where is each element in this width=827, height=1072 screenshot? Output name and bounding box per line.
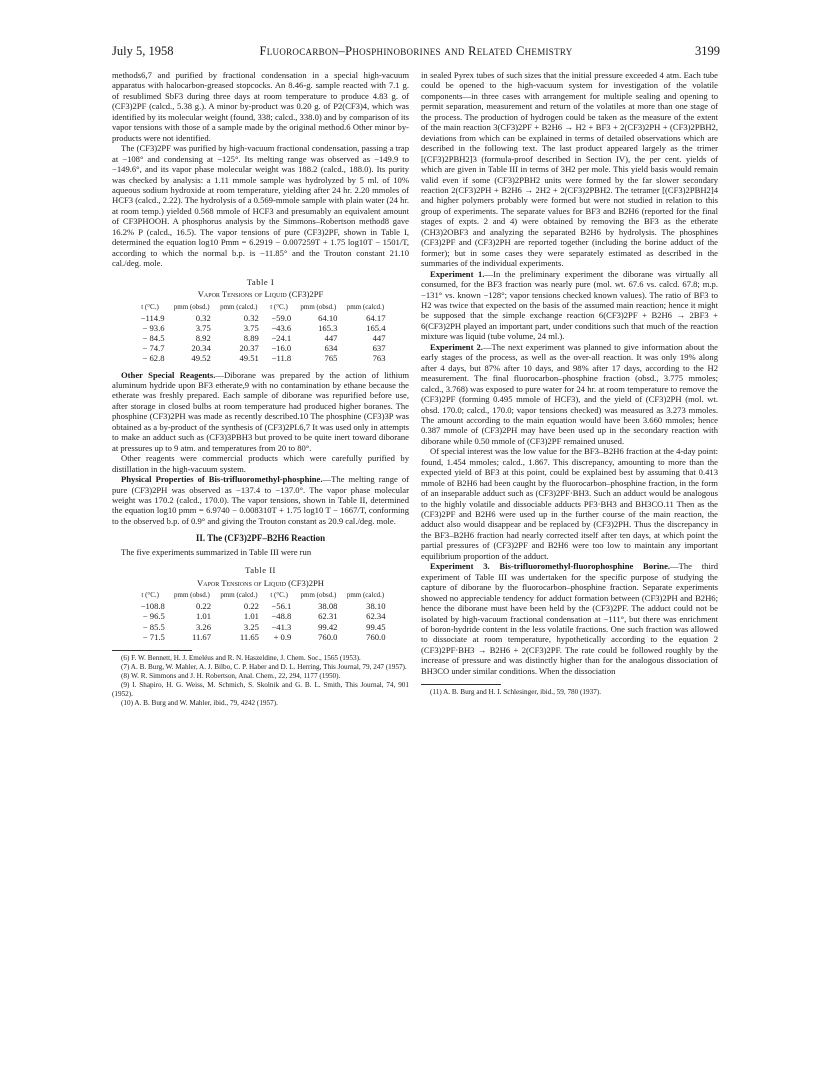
table-row	[132, 333, 390, 343]
paragraph-text: —The third experiment of Table III was undertaken for the specific purpose of studying the capture of diborane by the fluorocarbon–phosphine fraction. Separate experiments showed no appreciable tendency for adduct formation between (CF3)2PH and B2H6; hence the diborane must have been held by the (CF3)2PF. The adduct could not be isolated by high-vacuum fractional condensation at −111°, but there was enrichment of boron-hydride content in the less volatile fractions. One such fraction was allowed to dissociate at room temperature, hypothetically according to the equation 2 (CF3)2PF·BH3 → B2H6 + 2(CF3)2PF. The rate could be followed roughly by the increase of pressure and was distinctly higher than for the analogous dissociation of BH3CO under similar conditions. When the dissociation	[421, 561, 718, 676]
table-2-title: Vapor Tensions of Liquid (CF3)2PH	[197, 577, 324, 588]
table-cell: 99.42	[318, 621, 338, 632]
table-cell: 760.0	[318, 631, 338, 642]
table-cell: 165.4	[366, 322, 386, 333]
table-row	[132, 601, 390, 611]
column-header: t (°C.)	[270, 302, 288, 311]
table-cell: 0.32	[195, 312, 211, 323]
table-cell: 20.37	[239, 343, 259, 354]
table-cell: −11.8	[271, 353, 292, 364]
table-cell: 11.65	[239, 631, 259, 642]
table-cell: 3.26	[195, 621, 211, 632]
column-header: pmm (obsd.)	[300, 591, 337, 600]
table-cell: 49.52	[191, 353, 211, 364]
table-cell: 99.45	[366, 621, 386, 632]
table-row	[132, 611, 390, 621]
paragraph-heading: Other Special Reagents.	[121, 369, 216, 380]
table-cell: − 96.5	[142, 611, 165, 622]
table-cell: 0.32	[243, 312, 259, 323]
footnote: (7) A. B. Burg, W. Mahler, A. J. Bilbo, C. P. Haber and D. L. Herring, This Journal, 79, 247 (1957).	[121, 662, 407, 671]
table-cell: 3.75	[243, 322, 259, 333]
table-cell: − 93.6	[142, 322, 165, 333]
table-cell: −16.0	[271, 343, 292, 354]
table-cell: 8.89	[243, 332, 259, 343]
table-2-caption: Table II	[245, 565, 276, 576]
table-cell: 637	[372, 343, 386, 354]
paragraph: methods6,7 and purified by fractional condensation in a special high-vacuum apparatus with halocarbon-greased stopcocks. An 8.46-g. sample reacted with 7.1 g. of resublimed SbF3 during three days at room temperature to produce 4.83 g. of (CF3)2PF (calcd., 5.38 g.). A minor by-product was 0.20 g. of P2(CF3)4, which was identified by its molecular weight (found, 338; calcd., 338.0) and by comparison of its vapor tensions with those of a sample made by the original method.6 Other minor by-products were not identified.	[112, 70, 409, 143]
paragraph-text: —Diborane was prepared by the action of lithium aluminum hydride upon BF3 etherate,9 with no contamination by ethane because the etherate was freshly prepared. Each sample of diborane was repurified before use, after storage in closed bulbs at room temperature had produced higher boranes. The phosphine (CF3)2PH was made as recently described.10 The phosphine (CF3)3P was obtained as a by-product of the synthesis of (CF3)2PI.6,7 It was used only in attempts to make an adduct such as (CF3)3PBH3 but proved to be quite inert toward diborane at pressures up to 9 atm. and temperatures from 20 to 80°.	[112, 369, 409, 453]
table-header-row	[132, 591, 390, 601]
table-cell: 0.22	[243, 601, 259, 612]
table-cell: −43.6	[271, 322, 292, 333]
table-cell: 760.0	[366, 631, 386, 642]
table-cell: + 0.9	[273, 631, 292, 642]
table-row	[132, 632, 390, 642]
paragraph-heading: Physical Properties of Bis-trifluoromethyl-phosphine.	[121, 474, 323, 485]
table-row	[132, 622, 390, 632]
table-cell: 1.01	[243, 611, 259, 622]
column-header: pmm (obsd.)	[173, 302, 210, 311]
footnote-divider	[112, 650, 192, 651]
paragraph: The (CF3)2PF was purified by high-vacuum fractional condensation, passing a trap at −108° and condensing at −125°. Its melting range was observed as −149.9 to −149.6°, and its vapor phase molecular weight was 188.2 (calcd., 188.0). Its purity was checked by analysis: a 1.11 mmole sample was hydrolyzed by 5 ml. of 10% aqueous sodium hydroxide at room temperature, yielding after 24 hr. 2.20 mmoles of HCF3 (calcd., 2.22). The hydrolysis of a 0.569-mmole sample with plain water (24 hr. at room temp.) yielded 0.568 mmole of HCF3 and presumably an equivalent amount of CF3PHOOH. A phosphorus analysis by the Simmons–Robertson method8 gave 16.2% P (calcd., 16.5). The vapor tensions of pure (CF3)2PF, shown in Table I, determined the equation log10 Pmm = 6.2919 − 0.007259T + 1.75 log10T − 1501/T, according to which the normal b.p. is −11.85° and the Trouton constant 21.10 cal./deg. mole.	[112, 143, 409, 269]
table-cell: −48.8	[271, 611, 292, 622]
column-header: pmm (obsd.)	[300, 302, 337, 311]
paragraph	[421, 342, 718, 447]
section-heading: II. The (CF3)2PF–B2H6 Reaction	[195, 533, 326, 544]
table-cell: 634	[324, 343, 338, 354]
table-cell: 64.17	[366, 312, 386, 323]
left-column	[112, 70, 409, 708]
table-1	[132, 303, 390, 364]
column-header: pmm (calcd.)	[346, 302, 385, 311]
right-column	[421, 70, 718, 697]
table-1-caption: Table I	[246, 276, 275, 287]
table-row	[132, 353, 390, 363]
footnote: (9) I. Shapiro, H. G. Weiss, M. Schmich, S. Skolnik and G. B. L. Smith, This Journal, 74, 901 (1952).	[112, 680, 409, 698]
table-cell: − 62.8	[142, 353, 165, 364]
table-1-title: Vapor Tensions of Liquid (CF3)2PF	[197, 289, 324, 300]
table-cell: 3.25	[243, 621, 259, 632]
table-cell: 765	[324, 353, 338, 364]
paragraph	[421, 269, 718, 342]
table-cell: 38.08	[318, 601, 338, 612]
table-cell: − 84.5	[142, 332, 165, 343]
table-cell: −114.9	[140, 312, 165, 323]
footnote: (11) A. B. Burg and H. I. Schlesinger, ibid., 59, 780 (1937).	[430, 688, 601, 697]
table-cell: 0.22	[195, 601, 211, 612]
column-header: pmm (calcd.)	[346, 591, 385, 600]
paragraph-text: —The next experiment was planned to give information about the early stages of the process, as well as the over-all reaction. It was only 19% along after 4 days, but 87% after 10 days, and 98% after 17 days, according to the H2 measurement. The final fluorocarbon–phosphine fraction (obsd., 3.775 mmoles; calcd., 3.768) was exposed to pure water for 24 hr. at room temperature to remove the (CF3)2PF (forming 0.495 mmole of HCF3), and the yield of (CF3)2PH (mol. wt. obsd. 170.0; calcd., 170.0; vapor tensions checked) was measured as 3.273 mmoles. The amount according to the main equation would have been 3.660 mmoles; hence 0.387 mmole of (CF3)2PH may have been used up in the secondary reaction with diborane while 0.50 mmole of (CF3)2PF remained unused.	[421, 341, 718, 446]
paragraph-heading: Experiment 2.	[430, 341, 483, 352]
paragraph: in sealed Pyrex tubes of such sizes that the initial pressure exceeded 4 atm. Each tube could be opened to the high-vacuum system for investigation of the volatile components—in three cases with arrangement for multiple sealing and opening to permit separation, measurement and return of the volatiles at more than one stage of the process. The production of hydrogen could be taken as the measure of the extent of the main reaction 3(CF3)2PF + B2H6 → H2 + BF3 + 2(CF3)2PH + (CF3)2PBH2, deviations from which can be explained in terms of detailed observations which are described in the following text. The last product appeared largely as the trimer [(CF3)2PBH2]3 (formula-proof described in Section IV), the per cent. yields of which are given in Table III in terms of 3H2 per mole. This yield basis would remain valid even if some (CF3)2PBH2 units were formed by the far slower secondary reaction 2(CF3)2PH + B2H6 → 2H2 + 2(CF3)2PBH2. The tetramer [(CF3)2PBH2]4 and higher polymers probably were formed but were not studied in relation to this group of experiments. The separate values for BF3 and B2H6 (reported for the final stages of expts. 2 and 4) were obtained by removing the BF3 as the etherate (CH3)2OBF3 and analyzing the separated B2H6 by hydrolysis. The phosphines (CF3)2PF and (CF3)2PH are reported together (including the borine adduct of the former); but in some cases they were separately estimated as described in the summaries of the individual experiments.	[421, 70, 718, 269]
paragraph-text: —The melting range of pure (CF3)2PH was observed as −137.4 to −137.0°. The vapor phase molecular weight was 170.2 (calcd., 170.0). The vapor tensions, shown in Table II, determined the equation log10 pmm = 6.9740 − 0.008310T + 1.75 log10 T − 1667/T, conforming to the observed b.p. of 0.9° and giving the Trouton constant as 20.9 cal./deg. mole.	[112, 474, 409, 526]
column-header: t (°C.)	[141, 302, 159, 311]
page-header	[112, 44, 720, 62]
table-cell: 763	[372, 353, 386, 364]
column-header: t (°C.)	[270, 591, 288, 600]
paragraph	[112, 474, 409, 526]
header-date: July 5, 1958	[112, 44, 174, 58]
table-row	[132, 323, 390, 333]
table-cell: 8.92	[195, 332, 211, 343]
table-cell: −41.3	[271, 621, 292, 632]
column-header: pmm (calcd.)	[220, 591, 258, 600]
table-cell: − 74.7	[142, 343, 165, 354]
table-row	[132, 343, 390, 353]
paragraph	[421, 561, 718, 676]
table-header-row	[132, 303, 390, 313]
table-cell: − 71.5	[142, 631, 165, 642]
column-header: pmm (obsd.)	[174, 591, 210, 600]
table-cell: 1.01	[195, 611, 211, 622]
table-cell: 62.31	[318, 611, 338, 622]
column-header: pmm (calcd.)	[220, 302, 258, 311]
footnote: (10) A. B. Burg and W. Mahler, ibid., 79, 4242 (1957).	[121, 698, 278, 707]
table-cell: −24.1	[271, 332, 292, 343]
table-cell: −56.1	[271, 601, 292, 612]
table-cell: 447	[324, 332, 338, 343]
paragraph: Other reagents were commercial products which were carefully purified by distillation in the high-vacuum system.	[112, 453, 409, 474]
footnote: (8) W. R. Simmons and J. H. Robertson, Anal. Chem., 22, 294, 1177 (1950).	[121, 671, 341, 680]
table-cell: − 85.5	[142, 621, 165, 632]
table-cell: 38.10	[366, 601, 386, 612]
table-cell: 3.75	[195, 322, 211, 333]
footnote: (6) F. W. Bennett, H. J. Emeléus and R. N. Haszeldine, J. Chem. Soc., 1565 (1953).	[121, 653, 361, 662]
paragraph-text: —In the preliminary experiment the diborane was virtually all consumed, for the BF3 fraction was nearly pure (mol. wt. 67.6 vs. calcd. 67.8; m.p. −131° vs. known −128°; vapor tensions checked known values). The ratio of BF3 to H2 was twice that expected on the basis of the assumed main reaction; hence it might be supposed that the simple exchange reaction 6(CF3)2PF + B2H6 → 2BF3 + 6(CF3)2PH played an important part, under conditions such that much of the reaction mixture was liquid (tube volume, 24 ml.).	[421, 268, 718, 342]
table-cell: −108.8	[140, 601, 165, 612]
table-cell: 447	[372, 332, 386, 343]
column-header: t (°C.)	[141, 591, 159, 600]
page-number: 3199	[695, 44, 720, 58]
table-cell: 64.10	[318, 312, 338, 323]
paragraph	[112, 370, 409, 454]
table-2	[132, 591, 390, 642]
table-cell: 20.34	[191, 343, 211, 354]
paragraph: Of special interest was the low value for the BF3–B2H6 fraction at the 4-day point: found, 1.454 mmoles; calcd., 1.867. This discrepancy, amounting to more than the expected yield of BF3 at this point, could be explained best by assuming that 0.413 mmole of B2H6 had been caught by the fluorocarbon–phosphine fraction, in the form of an inseparable adduct such as (CF3)2PF·BH3. Such an adduct would be analogous to the highly volatile and dissociable adducts PF3·BH3 and BH3CO.11 Then as the (CF3)2PF and B2H6 were used up in the further course of the main reaction, the adduct also would disappear and be replaced by (CF3)2PH. Thus the discrepancy in the BF3–B2H6 fraction had nearly corrected itself after ten days, at which point the partial pressures of (CF3)2PF and B2H6 were too low to maintain any important equilibrium proportion of the adduct.	[421, 446, 718, 561]
table-cell: 165.3	[318, 322, 338, 333]
paragraph: The five experiments summarized in Table III were run	[121, 546, 312, 557]
paragraph-heading: Experiment 1.	[430, 268, 485, 279]
table-cell: 49.51	[239, 353, 259, 364]
header-title: Fluorocarbon–Phosphinoborines and Related Chemistry	[259, 44, 573, 58]
table-cell: 11.67	[191, 631, 211, 642]
table-cell: 62.34	[366, 611, 386, 622]
paragraph-heading: Experiment 3. Bis-trifluoromethyl-fluorophosphine Borine.	[430, 561, 671, 572]
table-cell: −59.0	[271, 312, 292, 323]
table-row	[132, 313, 390, 323]
footnote-divider	[421, 684, 501, 685]
